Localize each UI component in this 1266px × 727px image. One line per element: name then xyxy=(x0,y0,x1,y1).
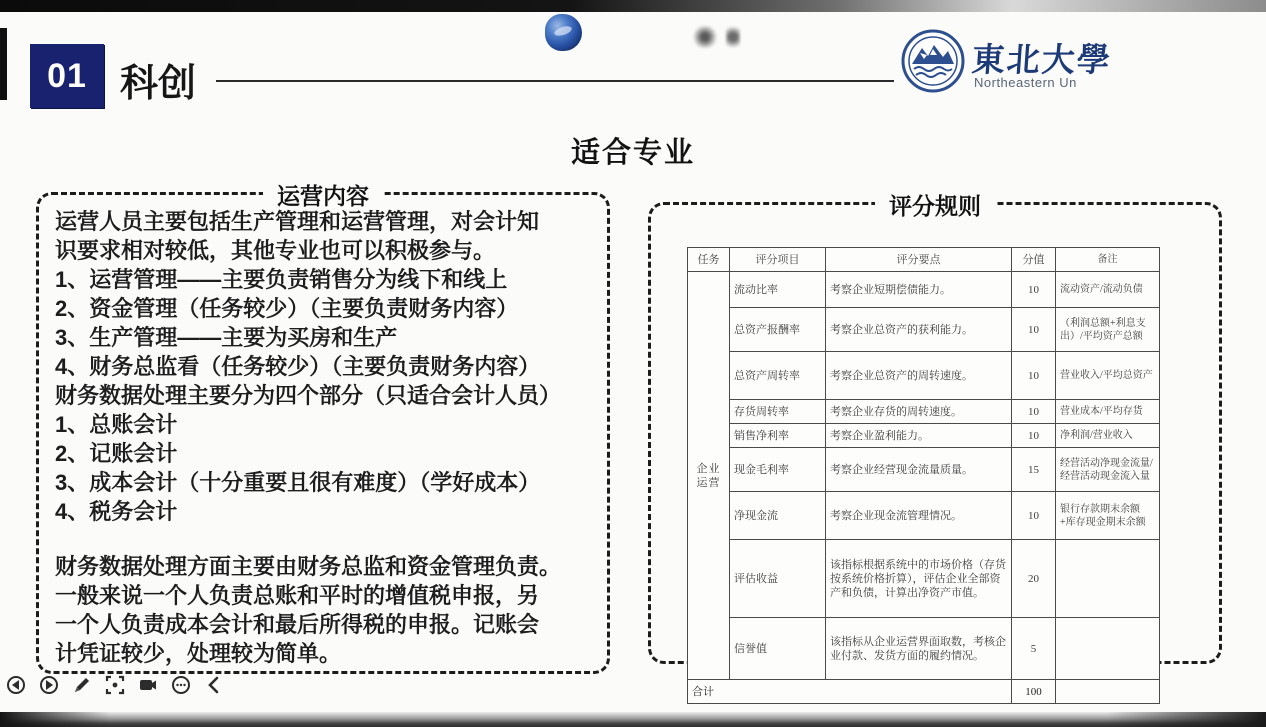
item-cell: 流动比率 xyxy=(730,272,826,308)
more-icon[interactable] xyxy=(171,675,191,695)
screenshot-icon[interactable] xyxy=(105,675,125,695)
score-cell: 15 xyxy=(1012,448,1056,492)
table-row xyxy=(688,424,1160,448)
item-cell: 信誉值 xyxy=(730,618,826,680)
text-line: 计凭证较少，处理较为简单。 xyxy=(55,641,342,666)
university-emblem-icon xyxy=(900,28,966,94)
item-cell: 评估收益 xyxy=(730,540,826,618)
scoring-rules-panel xyxy=(648,193,1222,698)
col-header-note: 备注 xyxy=(1056,248,1160,272)
table-row xyxy=(688,272,1160,308)
item-cell: 销售净利率 xyxy=(730,424,826,448)
blank-line xyxy=(55,526,600,552)
note-cell: 银行存款期末余额+库存现金期末余额 xyxy=(1056,492,1160,540)
point-cell: 考察企业现金流管理情况。 xyxy=(826,492,1012,540)
note-cell xyxy=(1056,618,1160,680)
table-row xyxy=(688,448,1160,492)
point-cell: 考察企业经营现金流量质量。 xyxy=(826,448,1012,492)
score-cell: 10 xyxy=(1012,424,1056,448)
note-cell: 净利润/营业收入 xyxy=(1056,424,1160,448)
point-cell: 该指标根据系统中的市场价格（存货按系统价格折算），评估企业全部资产和负债，计算出净资产市值。 xyxy=(826,540,1012,618)
item-cell: 总资产报酬率 xyxy=(730,308,826,352)
watermark-smudge xyxy=(692,22,750,52)
text-line: 2、记账会计 xyxy=(55,441,178,466)
score-cell: 10 xyxy=(1012,352,1056,400)
score-cell: 5 xyxy=(1012,618,1056,680)
col-header-point: 评分要点 xyxy=(826,248,1012,272)
blue-swirl-icon xyxy=(545,14,582,51)
point-cell: 考察企业总资产的获利能力。 xyxy=(826,308,1012,352)
text-line: 2、资金管理（任务较少）（主要负责财务内容） xyxy=(55,296,519,321)
text-line: 1、总账会计 xyxy=(55,412,178,437)
point-cell: 考察企业存货的周转速度。 xyxy=(826,400,1012,424)
score-cell: 10 xyxy=(1012,492,1056,540)
camera-icon[interactable] xyxy=(138,675,158,695)
table-row xyxy=(688,618,1160,680)
note-cell: 营业收入/平均总资产 xyxy=(1056,352,1160,400)
scoring-table xyxy=(687,247,1160,704)
col-header-score: 分值 xyxy=(1012,248,1056,272)
col-header-item: 评分项目 xyxy=(730,248,826,272)
item-cell: 存货周转率 xyxy=(730,400,826,424)
bottom-edge-shadow xyxy=(0,712,1266,727)
text-line: 3、生产管理——主要为买房和生产 xyxy=(55,325,398,350)
note-cell: 经营活动净现金流量/经营活动现金流入量 xyxy=(1056,448,1160,492)
operations-content-panel xyxy=(36,183,610,674)
table-row xyxy=(688,540,1160,618)
section-number-box xyxy=(30,44,104,108)
task-group-cell xyxy=(688,272,730,680)
score-cell: 10 xyxy=(1012,400,1056,424)
header-divider xyxy=(216,80,894,82)
total-label-cell: 合计 xyxy=(688,680,1012,704)
item-cell: 现金毛利率 xyxy=(730,448,826,492)
task-group-label: 企业运营 xyxy=(696,462,721,489)
text-line: 4、税务会计 xyxy=(55,499,178,524)
left-panel-title: 运营内容 xyxy=(263,178,383,211)
score-cell: 20 xyxy=(1012,540,1056,618)
note-cell: 营业成本/平均存货 xyxy=(1056,400,1160,424)
item-cell: 总资产周转率 xyxy=(730,352,826,400)
text-line: 运营人员主要包括生产管理和运营管理，对会计知 xyxy=(55,209,540,234)
col-header-task: 任务 xyxy=(688,248,730,272)
play-icon[interactable] xyxy=(39,675,59,695)
total-score-cell: 100 xyxy=(1012,680,1056,704)
annotation-toolbar xyxy=(6,672,246,698)
note-cell xyxy=(1056,540,1160,618)
text-line: 3、成本会计（十分重要且很有难度）（学好成本） xyxy=(55,470,541,495)
pen-icon[interactable] xyxy=(72,675,92,695)
text-line: 一个人负责成本会计和最后所得税的申报。记账会 xyxy=(55,612,540,637)
top-edge-shadow xyxy=(0,0,1266,12)
section-title: 科创 xyxy=(120,63,197,105)
text-line: 1、运营管理——主要负责销售分为线下和线上 xyxy=(55,267,508,292)
text-line: 一般来说一个人负责总账和平时的增值税申报，另 xyxy=(55,583,540,608)
back-icon[interactable] xyxy=(204,675,224,695)
point-cell: 考察企业盈利能力。 xyxy=(826,424,1012,448)
table-row xyxy=(688,492,1160,540)
section-number: 01 xyxy=(47,56,87,95)
point-cell: 考察企业短期偿债能力。 xyxy=(826,272,1012,308)
text-line: 识要求相对较低，其他专业也可以积极参与。 xyxy=(55,238,496,263)
logo-chinese-name: 東北大學 xyxy=(970,43,1114,79)
score-cell: 10 xyxy=(1012,272,1056,308)
table-row xyxy=(688,308,1160,352)
rewind-icon[interactable] xyxy=(6,675,26,695)
operations-text-block xyxy=(55,207,600,668)
text-line: 财务数据处理方面主要由财务总监和资金管理负责。 xyxy=(55,554,562,579)
point-cell: 考察企业总资产的周转速度。 xyxy=(826,352,1012,400)
note-cell: 流动资产/流动负债 xyxy=(1056,272,1160,308)
text-line: 财务数据处理主要分为四个部分（只适合会计人员） xyxy=(55,383,562,408)
item-cell: 净现金流 xyxy=(730,492,826,540)
university-logo xyxy=(900,28,1230,104)
logo-english-name: Northeastern Un xyxy=(974,75,1077,90)
table-header-row xyxy=(688,248,1160,272)
table-row xyxy=(688,400,1160,424)
score-cell: 10 xyxy=(1012,308,1056,352)
note-cell xyxy=(1056,680,1160,704)
note-cell: （利润总额+利息支出）/平均资产总额 xyxy=(1056,308,1160,352)
table-row xyxy=(688,352,1160,400)
table-total-row xyxy=(688,680,1160,704)
right-panel-title: 评分规则 xyxy=(875,188,995,221)
text-line: 4、财务总监看（任务较少）（主要负责财务内容） xyxy=(55,354,541,379)
point-cell: 该指标从企业运营界面取数，考核企业付款、发货方面的履约情况。 xyxy=(826,618,1012,680)
left-edge-shadow xyxy=(0,28,7,100)
page-title: 适合专业 xyxy=(570,137,695,169)
